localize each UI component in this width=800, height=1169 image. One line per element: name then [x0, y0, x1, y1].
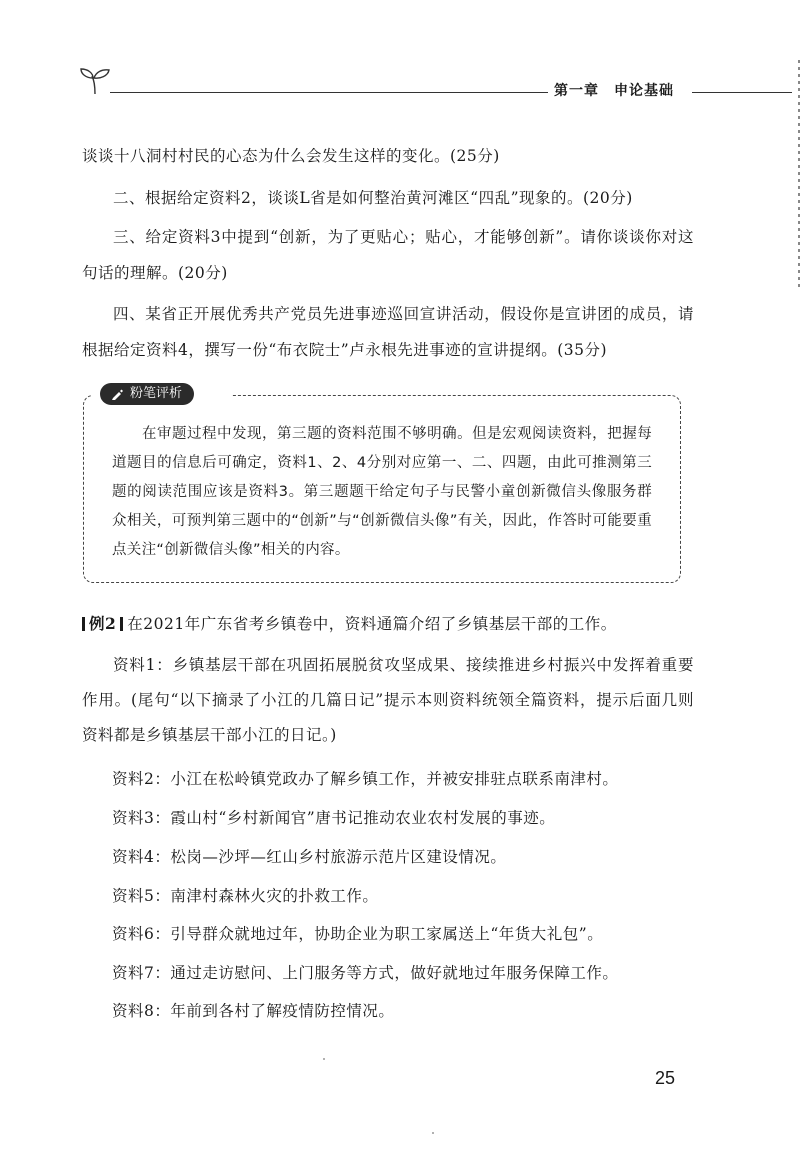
- material-item: 资料6：引导群众就地过年，协助企业为职工家属送上“年货大礼包”。: [112, 925, 604, 943]
- page-header: [70, 62, 790, 102]
- question-2: 二、根据给定资料2，谈谈L省是如何整治黄河滩区“四乱”现象的。(20分): [113, 189, 633, 207]
- material-item: 资料5：南津村森林火灾的扑救工作。: [112, 887, 379, 905]
- example-text: 在2021年广东省考乡镇卷中，资料通篇介绍了乡镇基层干部的工作。: [127, 615, 617, 633]
- question-4: 四、某省正开展优秀共产党员先进事迹巡回宣讲活动，假设你是宣讲团的成员，请根据给定资料4，撰写一份“布衣院士”卢永根先进事迹的宣讲提纲。(35分): [82, 305, 694, 359]
- analysis-badge-label: 粉笔评析: [130, 386, 183, 401]
- example-heading: [82, 612, 702, 636]
- pencil-icon: [110, 387, 124, 401]
- example-label: 例2: [89, 614, 117, 633]
- analysis-text: 在审题过程中发现，第三题的资料范围不够明确。但是宏观阅读资料，把握每道题目的信息后可确定，资料1、2、4分别对应第一、二、四题，由此可推测第三题的阅读范围应该是资料3。第三题题干给定句子与民警小童创新微信头像服务群众相关，可预判第三题中的“创新”与“创新微信头像”有关，因此，作答时可能要重点关注“创新微信头像”相关的内容。: [112, 426, 652, 558]
- example-bar-left: [82, 617, 85, 631]
- material-item: 资料4：松岗—沙坪—红山乡村旅游示范片区建设情况。: [112, 848, 507, 866]
- analysis-badge: [100, 383, 194, 405]
- header-rule-right: [692, 92, 792, 93]
- material-item: 资料7：通过走访慰问、上门服务等方式，做好就地过年服务保障工作。: [112, 964, 619, 982]
- header-rule-left: [110, 92, 580, 93]
- question-1-continuation: 谈谈十八洞村村民的心态为什么会发生这样的变化。(25分): [82, 147, 500, 165]
- material-1: 资料1：乡镇基层干部在巩固拓展脱贫攻坚成果、接续推进乡村振兴中发挥着重要作用。(尾句“以下摘录了小江的几篇日记”提示本则资料统领全篇资料，提示后面几则资料都是乡镇基层干部小江的日记。): [82, 656, 694, 744]
- chapter-title: 第一章 申论基础: [548, 80, 680, 100]
- example-bar-right: [120, 617, 123, 631]
- scan-speck: [432, 1132, 434, 1134]
- question-3: 三、给定资料3中提到“创新，为了更贴心；贴心，才能够创新”。请你谈谈你对这句话的理解。(20分): [82, 228, 694, 282]
- page-number: 25: [655, 1068, 676, 1088]
- material-item: 资料3：霞山村“乡村新闻官”唐书记推动农业农村发展的事迹。: [112, 809, 556, 827]
- material-item: 资料2：小江在松岭镇党政办了解乡镇工作，并被安排驻点联系南津村。: [112, 770, 619, 788]
- material-item: 资料8：年前到各村了解疫情防控情况。: [112, 1002, 395, 1020]
- scan-speck: [323, 1058, 325, 1060]
- sprout-icon: [78, 66, 112, 96]
